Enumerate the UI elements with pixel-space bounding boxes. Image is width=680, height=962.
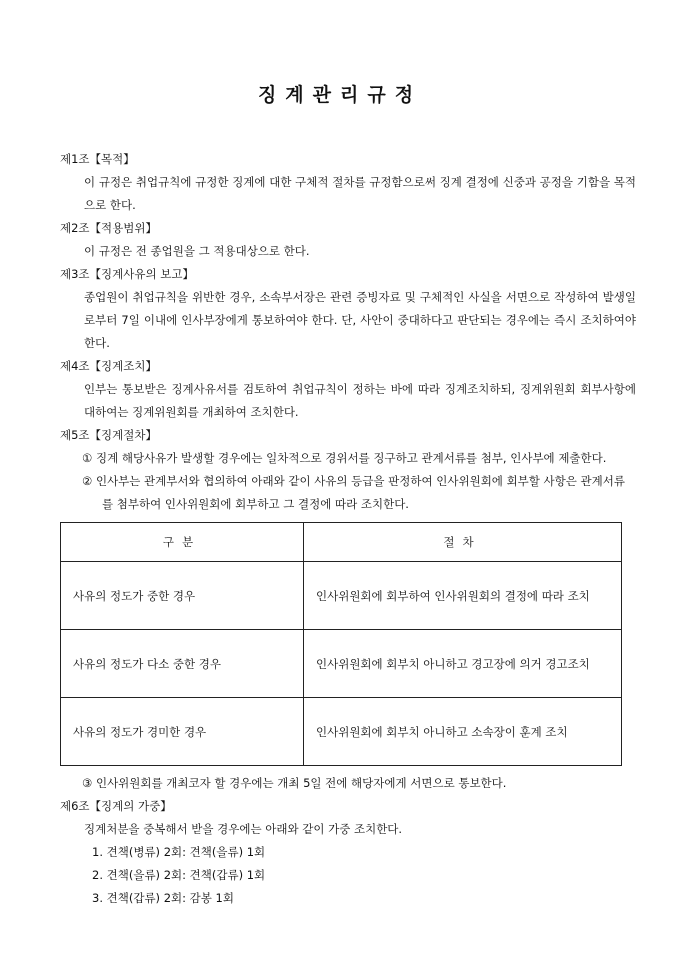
document-title: 징계관리규정 <box>257 84 423 106</box>
article-3-body: 종업원이 취업규칙을 위반한 경우, 소속부서장은 관련 증빙자료 및 구체적인 사실을 서면으로 작성하여 발생일로부터 7일 이내에 인사부장에게 통보하여야 한다. 단, 사안이 중대하다고 판단되는 경우에는 즉시 조치하여야 한다. <box>84 290 636 350</box>
disciplinary-procedure-table <box>60 522 622 766</box>
document-body <box>60 148 636 910</box>
article-2-heading: 제2조【적용범위】 <box>60 221 157 235</box>
table-row <box>61 562 622 630</box>
table-cell-reason: 사유의 정도가 다소 중한 경우 <box>61 630 304 698</box>
table-cell-procedure: 인사위원회에 회부치 아니하고 소속장이 훈계 조치 <box>304 698 622 766</box>
table-header-row <box>61 523 622 562</box>
article-5-heading: 제5조【징계절차】 <box>60 428 157 442</box>
table-row <box>61 698 622 766</box>
article-4-heading: 제4조【징계조치】 <box>60 359 157 373</box>
table-header-category: 구분 <box>61 523 304 562</box>
article-6-heading: 제6조【징계의 가중】 <box>60 799 172 813</box>
article-6-subitem-3: 3. 견책(갑류) 2회: 감봉 1회 <box>92 891 234 905</box>
article-3-heading: 제3조【징계사유의 보고】 <box>60 267 194 281</box>
article-5-item-1: ① 징계 해당사유가 발생할 경우에는 일차적으로 경위서를 징구하고 관계서류를 첨부, 인사부에 제출한다. <box>82 451 607 465</box>
table-row <box>61 630 622 698</box>
article-2-body: 이 규정은 전 종업원을 그 적용대상으로 한다. <box>84 244 310 258</box>
article-1-body: 이 규정은 취업규칙에 규정한 징계에 대한 구체적 절차를 규정함으로써 징계 결정에 신중과 공정을 기함을 목적으로 한다. <box>84 175 636 212</box>
table-cell-procedure: 인사위원회에 회부하여 인사위원회의 결정에 따라 조치 <box>304 562 622 630</box>
article-4-body: 인부는 통보받은 징계사유서를 검토하여 취업규칙이 정하는 바에 따라 징계조치하되, 징계위원회 회부사항에 대하여는 징계위원회를 개최하여 조치한다. <box>84 382 636 419</box>
article-6-subitem-2: 2. 견책(을류) 2회: 견책(갑류) 1회 <box>92 868 266 882</box>
table-cell-reason: 사유의 정도가 중한 경우 <box>61 562 304 630</box>
table-header-procedure: 절차 <box>304 523 622 562</box>
table-cell-procedure: 인사위원회에 회부치 아니하고 경고장에 의거 경고조치 <box>304 630 622 698</box>
article-5-item-3: ③ 인사위원회를 개최코자 할 경우에는 개최 5일 전에 해당자에게 서면으로 통보한다. <box>82 776 507 790</box>
article-1-heading: 제1조【목적】 <box>60 152 135 166</box>
table-cell-reason: 사유의 정도가 경미한 경우 <box>61 698 304 766</box>
article-6-body: 징계처분을 중복해서 받을 경우에는 아래와 같이 가중 조치한다. <box>84 822 403 836</box>
article-6-subitem-1: 1. 견책(병류) 2회: 견책(을류) 1회 <box>92 845 266 859</box>
article-5-item-2: ② 인사부는 관계부서와 협의하여 아래와 같이 사유의 등급을 판정하여 인사위원회에 회부할 사항은 관계서류를 첨부하여 인사위원회에 회부하고 그 결정에 따라 조치한다. <box>82 474 625 511</box>
